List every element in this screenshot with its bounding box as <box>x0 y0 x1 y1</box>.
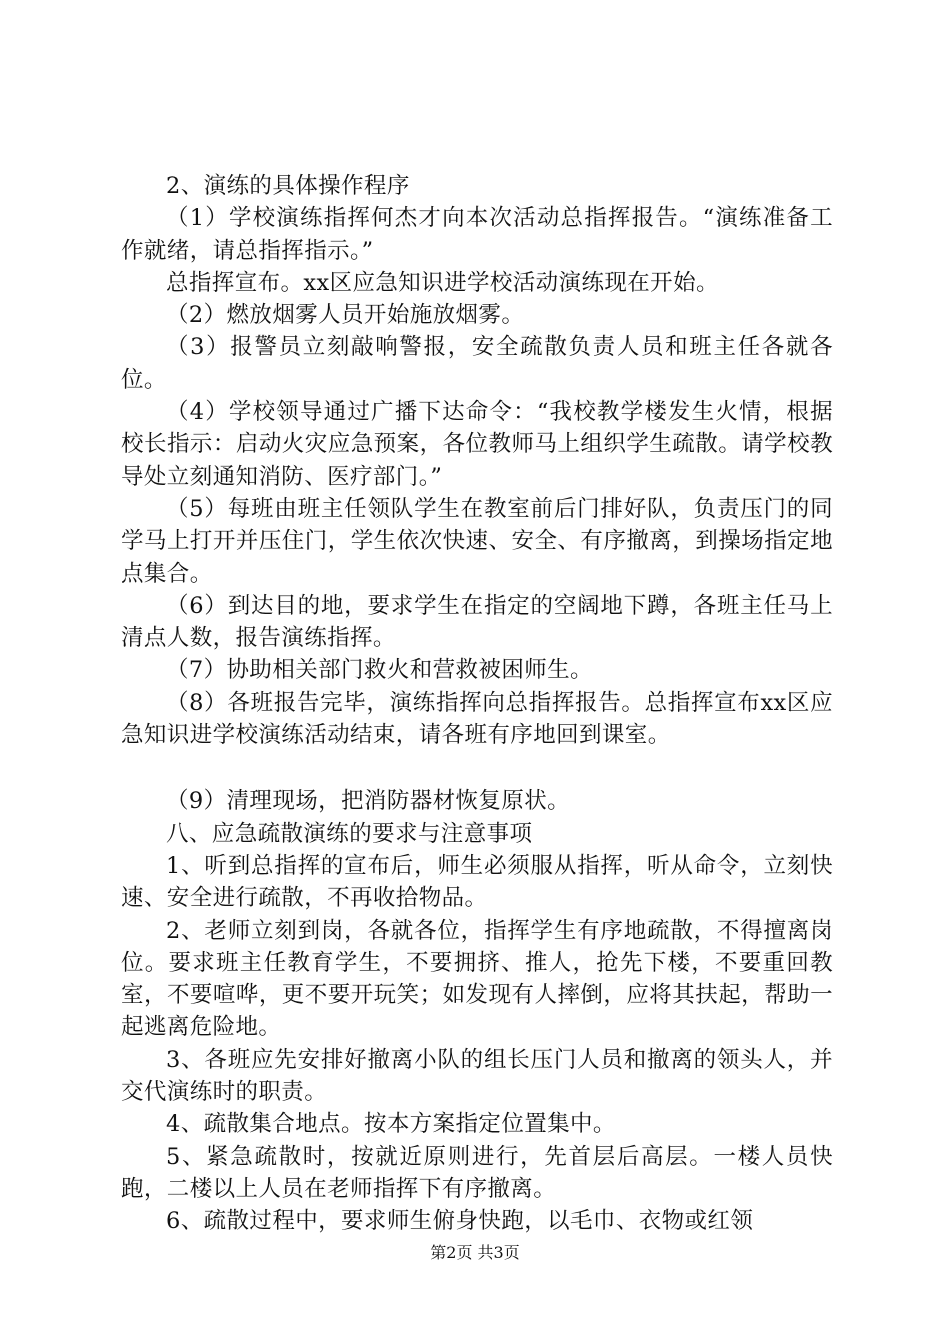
paragraph-step-3: （3）报警员立刻敲响警报，安全疏散负责人员和班主任各就各位。 <box>121 334 833 393</box>
paragraph-step-8: （8）各班报告完毕，演练指挥向总指挥报告。总指挥宣布xx区应急知识进学校演练活动结束，请各班有序地回到课室。 <box>121 689 833 749</box>
document-body <box>121 170 833 1238</box>
paragraph-announcement: 总指挥宣布。xx区应急知识进学校活动演练现在开始。 <box>166 269 719 296</box>
paragraph-requirement-3: 3、各班应先安排好撤离小队的组长压门人员和撤离的领头人，并交代演练时的职责。 <box>121 1046 833 1106</box>
paragraph-step-2: （2）燃放烟雾人员开始施放烟雾。 <box>166 302 525 329</box>
paragraph-step-6: （6）到达目的地，要求学生在指定的空阔地下蹲，各班主任马上清点人数，报告演练指挥。 <box>121 592 833 652</box>
section-heading-requirements: 八、应急疏散演练的要求与注意事项 <box>166 820 533 847</box>
paragraph-step-4: （4）学校领导通过广播下达命令：“我校教学楼发生火情，根据校长指示：启动火灾应急预案，各位教师马上组织学生疏散。请学校教导处立刻通知消防、医疗部门。” <box>121 399 833 490</box>
paragraph-requirement-5: 5、紧急疏散时，按就近原则进行，先首层后高层。一楼人员快跑，二楼以上人员在老师指挥下有序撤离。 <box>121 1143 833 1202</box>
paragraph-step-5: （5）每班由班主任领队学生在教室前后门排好队，负责压门的同学马上打开并压住门，学生依次快速、安全、有序撤离，到操场指定地点集合。 <box>121 495 833 587</box>
page-number-label: 第2页 共3页 <box>430 1243 520 1262</box>
paragraph-step-7: （7）协助相关部门救火和营救被困师生。 <box>166 657 593 684</box>
paragraph-requirement-6: 6、疏散过程中，要求师生俯身快跑，以毛巾、衣物或红领 <box>166 1208 754 1235</box>
page-footer <box>0 1243 950 1263</box>
paragraph-step-9: （9）清理现场，把消防器材恢复原状。 <box>166 788 571 815</box>
paragraph-requirement-2: 2、老师立刻到岗，各就各位，指挥学生有序地疏散，不得擅离岗位。要求班主任教育学生，不要拥挤、推人，抢先下楼，不要重回教室，不要喧哗，更不要开玩笑；如发现有人摔倒，应将其扶起，帮助一起逃离危险地。 <box>121 917 833 1041</box>
paragraph-requirement-1: 1、听到总指挥的宣布后，师生必须服从指挥，听从命令，立刻快速、安全进行疏散，不再收拾物品。 <box>121 852 833 912</box>
paragraph-step-1: （1）学校演练指挥何杰才向本次活动总指挥报告。“演练准备工作就绪，请总指挥指示。” <box>121 205 833 264</box>
paragraph-requirement-4: 4、疏散集合地点。按本方案指定位置集中。 <box>166 1111 616 1138</box>
paragraph-operation-procedure-heading: 2、演练的具体操作程序 <box>166 173 410 199</box>
